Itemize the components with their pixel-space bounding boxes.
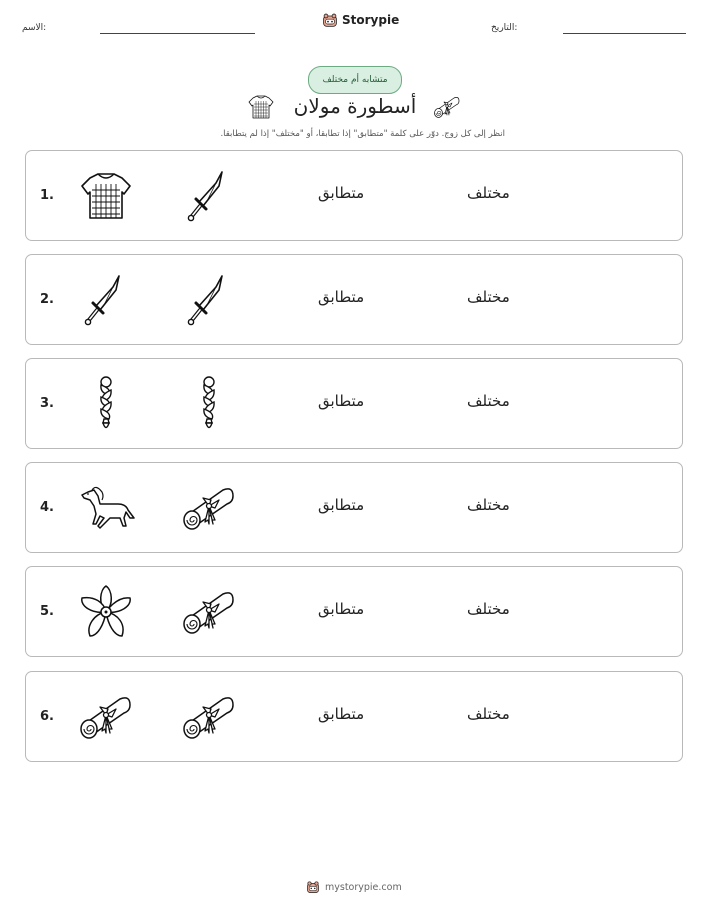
different-option[interactable]: مختلف bbox=[467, 184, 510, 202]
sword-icon bbox=[179, 270, 239, 330]
scroll-icon bbox=[179, 687, 239, 747]
date-line[interactable] bbox=[563, 33, 686, 34]
question-row bbox=[25, 254, 683, 345]
braid-icon bbox=[179, 374, 239, 434]
question-number: 4. bbox=[40, 500, 54, 515]
name-line[interactable] bbox=[100, 33, 255, 34]
armor-icon bbox=[76, 166, 136, 226]
different-option[interactable]: مختلف bbox=[467, 496, 510, 514]
scroll-icon bbox=[430, 92, 464, 122]
horse-icon bbox=[76, 478, 136, 538]
question-row bbox=[25, 671, 683, 762]
question-row bbox=[25, 462, 683, 553]
worksheet-badge: متشابه أم مختلف bbox=[308, 66, 402, 94]
question-number: 2. bbox=[40, 292, 54, 307]
instructions: انظر إلى كل زوج. دوّر على كلمة "متطابق" إذا تطابقا، أو "مختلف" إذا لم يتطابقا. bbox=[220, 129, 505, 139]
scroll-icon bbox=[179, 582, 239, 642]
different-option[interactable]: مختلف bbox=[467, 392, 510, 410]
mascot-icon bbox=[306, 880, 320, 894]
mascot-icon bbox=[322, 12, 338, 28]
date-label: التاريخ: bbox=[491, 23, 518, 33]
same-option[interactable]: متطابق bbox=[318, 496, 365, 514]
braid-icon bbox=[76, 374, 136, 434]
different-option[interactable]: مختلف bbox=[467, 705, 510, 723]
same-option[interactable]: متطابق bbox=[318, 705, 365, 723]
question-number: 3. bbox=[40, 396, 54, 411]
question-row bbox=[25, 358, 683, 449]
footer-url[interactable]: mystorypie.com bbox=[325, 881, 402, 893]
question-row bbox=[25, 150, 683, 241]
scroll-icon bbox=[76, 687, 136, 747]
sword-icon bbox=[76, 270, 136, 330]
flower-icon bbox=[76, 582, 136, 642]
question-number: 6. bbox=[40, 709, 54, 724]
footer bbox=[306, 880, 402, 894]
question-row bbox=[25, 566, 683, 657]
same-option[interactable]: متطابق bbox=[318, 600, 365, 618]
brand-name: Storypie bbox=[342, 13, 400, 27]
armor-icon bbox=[244, 92, 278, 122]
scroll-icon bbox=[179, 478, 239, 538]
same-option[interactable]: متطابق bbox=[318, 184, 365, 202]
different-option[interactable]: مختلف bbox=[467, 600, 510, 618]
brand-logo bbox=[322, 12, 399, 28]
question-number: 5. bbox=[40, 604, 54, 619]
different-option[interactable]: مختلف bbox=[467, 288, 510, 306]
question-number: 1. bbox=[40, 188, 54, 203]
same-option[interactable]: متطابق bbox=[318, 288, 365, 306]
sword-icon bbox=[179, 166, 239, 226]
name-label: الاسم: bbox=[22, 23, 47, 33]
same-option[interactable]: متطابق bbox=[318, 392, 365, 410]
page-title: أسطورة مولان bbox=[293, 94, 417, 118]
